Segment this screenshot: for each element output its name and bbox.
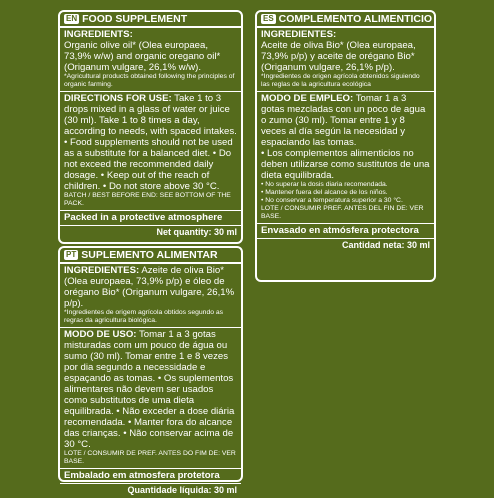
english-header: [60, 12, 241, 28]
english-net-quantity: Net quantity: 30 ml: [156, 227, 237, 237]
portuguese-directions-text: Tomar 1 a 3 gotas misturadas com um pouco de água ou sumo (30 ml). Tomar entre 1 e 8 vezes por dia segundo a necessidade e espaçando as tomas. • Os suplementos alimentares não devem ser usados como substitutos de uma dieta equilibrada. • Não exceder a dose diária recomendada. • Manter fora do alcance das crianças. • Não conservar acima de 30 °C.: [64, 329, 235, 450]
language-badge-en: EN: [66, 14, 78, 23]
portuguese-ingredients-note: *Ingredientes de origem agrícola obtidos segundo as regras da agricultura biológica.: [64, 309, 224, 324]
portuguese-title: SUPLEMENTO ALIMENTAR: [81, 249, 218, 261]
spanish-ingredients-text: Aceite de oliva Bio* (Olea europaea, 73,9% p/p) y aceite de orégano Bio* (Origanum vulgare, 26,1% p/p).: [261, 40, 416, 73]
spanish-packed-text: Envasado en atmósfera protectora: [261, 225, 419, 236]
english-directions-label: DIRECTIONS FOR USE:: [64, 93, 172, 104]
portuguese-packing-section: [60, 469, 241, 484]
english-directions: [64, 93, 237, 192]
english-net-quantity-section: [60, 226, 241, 240]
portuguese-ingredients-section: [60, 264, 241, 328]
spanish-warning-dosage: • No superar la dosis diaria recomendada.: [261, 181, 388, 188]
english-directions-section: [60, 92, 241, 211]
portuguese-directions: [64, 329, 237, 450]
spanish-ingredients-section: [257, 28, 434, 92]
spanish-directions-text: Tomar 1 a 3 gotas mezcladas con un poco de agua o zumo (30 ml). Tomar entre 1 y 8 veces al día según la necesidad y espaciando las tomas.: [261, 93, 426, 148]
portuguese-net-quantity-section: [60, 484, 241, 498]
spanish-directions-section: [257, 92, 434, 224]
english-batch-text: BATCH / BEST BEFORE END: SEE BOTTOM OF THE PACK.: [64, 192, 231, 207]
portuguese-ingredients: [64, 265, 237, 309]
language-badge-es: ES: [263, 14, 274, 23]
english-packed-text: Packed in a protective atmosphere: [64, 212, 223, 223]
language-badge-pt: PT: [66, 250, 77, 259]
spanish-ingredients-note: *Ingredientes de origen agrícola obtenidos siguiendo las reglas de la agricultura ecológica: [261, 73, 420, 88]
spanish-directions: [261, 93, 430, 148]
spanish-packing-section: [257, 224, 434, 239]
spanish-label-panel: [255, 10, 436, 282]
spanish-directions-label: MODO DE EMPLEO:: [261, 93, 354, 104]
spanish-ingredients-label: INGREDIENTES:: [261, 29, 337, 40]
english-label-panel: [58, 10, 243, 244]
spanish-warning-children: • Mantener fuera del alcance de los niños.: [261, 189, 388, 196]
spanish-batch-text: LOTE / CONSUMIR PREF. ANTES DEL FIN DE: VER BASE.: [261, 205, 424, 220]
spanish-net-quantity: Cantidad neta: 30 ml: [341, 240, 430, 250]
spanish-title: COMPLEMENTO ALIMENTICIO: [278, 13, 433, 25]
portuguese-batch-text: LOTE / CONSUMIR DE PREF. ANTES DO FIM DE: VER BASE.: [64, 450, 236, 465]
spanish-net-quantity-section: [257, 239, 434, 253]
portuguese-label-panel: [58, 246, 243, 495]
english-ingredients-note: *Agricultural products obtained following the principles of organic farming.: [64, 73, 235, 88]
portuguese-ingredients-label: INGREDIENTES:: [64, 265, 140, 276]
spanish-warning-diet: • Los complementos alimenticios no deben utilizarse como sustitutos de una dieta equilibrada.: [261, 148, 430, 181]
english-packing-section: [60, 211, 241, 226]
portuguese-ingredients-text: Azeite de oliva Bio* (Olea europaea, 73,9% p/p) e óleo de orégano Bio* (Origanum vulgare, 26,1% p/p).: [64, 265, 235, 309]
spanish-warning-temperature: • No conservar a temperatura superior a 30 °C.: [261, 197, 403, 204]
english-directions-text: Take 1 to 3 drops mixed in a glass of water or juice (30 ml). Take 1 to 8 times a day, according to needs, with spaced intakes. • Food supplements should not be used as a substitute for a balanced diet. • Do not exceed the recommended daily dosage. • Keep out of the reach of children. • Do not store above 30 °C.: [64, 93, 237, 192]
english-ingredients-section: [60, 28, 241, 92]
portuguese-directions-label: MODO DE USO:: [64, 329, 137, 340]
english-ingredients-text: Organic olive oil* (Olea europaea, 73,9% w/w) and organic oregano oil* (Origanum vulgare, 26,1% w/w).: [64, 40, 221, 73]
portuguese-header: [60, 248, 241, 264]
portuguese-packed-text: Embalado em atmosfera protetora: [64, 470, 220, 481]
portuguese-directions-section: [60, 328, 241, 469]
english-ingredients-label: INGREDIENTS:: [64, 29, 133, 40]
spanish-header: [257, 12, 434, 28]
english-title: FOOD SUPPLEMENT: [82, 13, 188, 25]
portuguese-net-quantity: Quantidade líquida: 30 ml: [127, 485, 237, 495]
